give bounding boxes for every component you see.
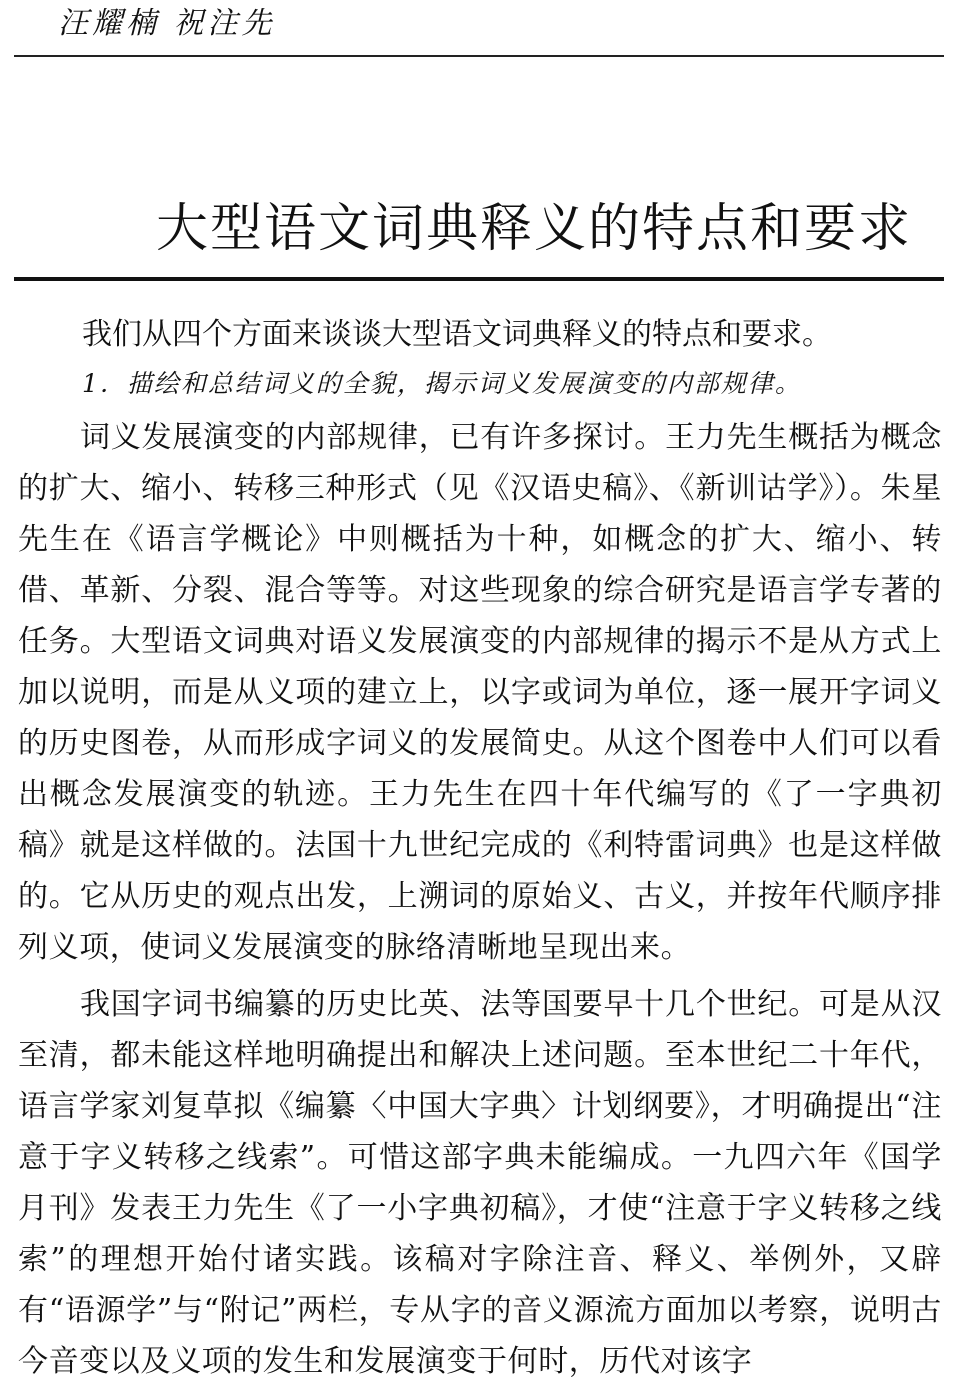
header-rule (14, 55, 944, 57)
title-rule (14, 277, 944, 281)
body-paragraph-2: 我国字词书编纂的历史比英、法等国要早十几个世纪。可是从汉至清，都未能这样地明确提出和解决上述问题。至本世纪二十年代，语言学家刘复草拟《编纂〈中国大字典〉计划纲要》，才明确提出“注意于字义转移之线索”。可惜这部字典未能编成。一九四六年《国学月刊》发表王力先生《了一小字典初稿》，才使“注意于字义转移之线索”的理想开始付诸实践。该稿对字除注音、释义、举例外，又辟有“语源学”与“附记”两栏，专从字的音义源流方面加以考察，说明古今音变以及义项的发生和发展演变于何时，历代对该字 (18, 987, 942, 1379)
intro-sentence: 我们从四个方面来谈谈大型语文词典释义的特点和要求。 (82, 317, 832, 352)
article-body (18, 412, 942, 1387)
article-title: 大型语文词典释义的特点和要求 (155, 199, 912, 259)
section-heading-1: 1．描绘和总结词义的全貌，揭示词义发展演变的内部规律。 (82, 369, 802, 398)
article-authors: 汪耀楠 祝注先 (58, 6, 276, 41)
body-paragraph-1: 词义发展演变的内部规律，已有许多探讨。王力先生概括为概念的扩大、缩小、转移三种形式（见《汉语史稿》、《新训诂学》）。朱星先生在《语言学概论》中则概括为十种，如概念的扩大、缩小、转借、革新、分裂、混合等等。对这些现象的综合研究是语言学专著的任务。大型语文词典对语义发展演变的内部规律的揭示不是从方式上加以说明，而是从义项的建立上，以字或词为单位，逐一展开字词义的历史图卷，从而形成字词义的发展简史。从这个图卷中人们可以看出概念发展演变的轨迹。王力先生在四十年代编写的《了一字典初稿》就是这样做的。法国十九世纪完成的《利特雷词典》也是这样做的。它从历史的观点出发，上溯词的原始义、古义，并按年代顺序排列义项，使词义发展演变的脉络清晰地呈现出来。 (18, 420, 942, 965)
